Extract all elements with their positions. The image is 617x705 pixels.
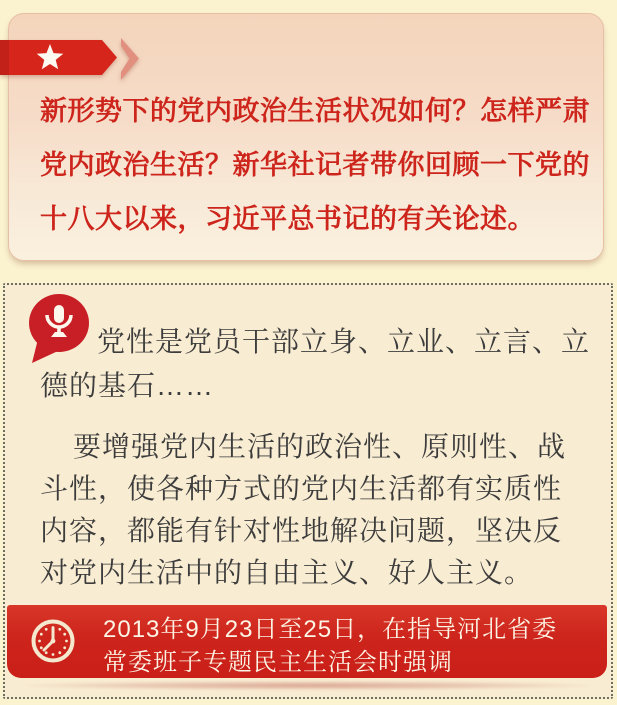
chevron-right-icon — [121, 38, 139, 80]
source-banner — [7, 605, 607, 678]
headline — [40, 84, 590, 246]
quote-intro-line-1: 党性是党员干部立身、立业、立言、立 — [97, 326, 591, 357]
source-text — [103, 613, 557, 679]
source-line-1: 2013年9月23日至25日，在指导河北省委 — [103, 616, 558, 643]
headline-line-3: 十八大以来，习近平总书记的有关论述。 — [40, 204, 535, 234]
headline-line-2: 党内政治生活？新华社记者带你回顾一下党的 — [40, 150, 590, 180]
quote-body-line-3: 内容，都能有针对性地解决问题，坚决反 — [40, 515, 563, 546]
quote-body-line-2: 斗性，使各种方式的党内生活都有实质性 — [40, 473, 563, 504]
star-ribbon — [0, 38, 142, 84]
ribbon-fold — [0, 40, 9, 75]
source-line-2: 常委班子专题民主生活会时强调 — [103, 649, 453, 676]
quote-body-line-1: 要增强党内生活的政治性、原则性、战 — [73, 431, 567, 462]
quote-body-line-4: 对党内生活中的自由主义、好人主义。 — [40, 557, 534, 588]
microphone-speech-bubble-icon — [26, 293, 94, 369]
headline-line-1: 新形势下的党内政治生活状况如何？怎样严肃 — [40, 96, 590, 126]
quote-intro-line-2: 德的基石…… — [40, 370, 215, 401]
banner-reflection — [25, 681, 590, 690]
clock-icon — [29, 617, 77, 665]
